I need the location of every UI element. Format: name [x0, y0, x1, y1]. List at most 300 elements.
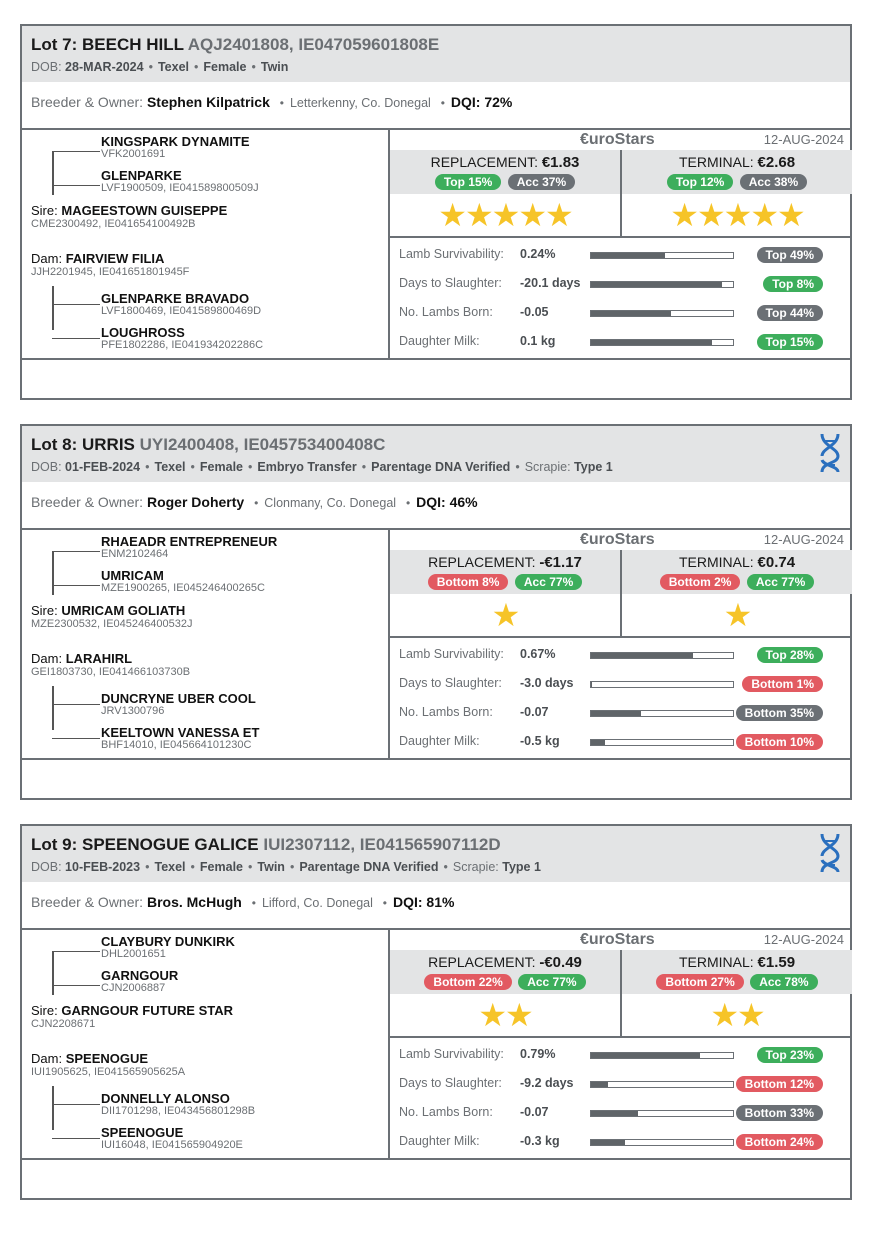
dam-label: Dam: — [31, 651, 63, 666]
card-footer-divider — [22, 758, 850, 760]
sire-sire-id: VFK2001691 — [101, 148, 166, 160]
lot-name: Lot 9: SPEENOGUE GALICE — [31, 835, 259, 854]
trait-value: -0.07 — [520, 705, 549, 719]
meta-item: Parentage DNA Verified — [371, 460, 511, 474]
trait-bar — [590, 652, 734, 659]
sire-dam-name: UMRICAM — [101, 568, 164, 583]
trait-value: -0.05 — [520, 305, 549, 319]
trait-bar — [590, 1052, 734, 1059]
trait-bar-fill — [591, 711, 641, 716]
separator-dot: • — [145, 460, 150, 474]
trait-value: -3.0 days — [520, 676, 574, 690]
sire-sire-name: KINGSPARK DYNAMITE — [101, 134, 250, 149]
dam-dam-name: KEELTOWN VANESSA ET — [101, 725, 260, 740]
eurostars-header — [390, 128, 852, 151]
trait-rank-badge: Top 44% — [757, 305, 823, 321]
star-icon: ★ — [710, 997, 737, 1033]
sire-label: Sire: — [31, 203, 58, 218]
separator-dot: • — [405, 496, 411, 510]
owner-name: Bros. McHugh — [146, 894, 242, 910]
lot-header — [22, 826, 850, 882]
lot-name: Lot 8: URRIS — [31, 435, 135, 454]
trait-rank-badge: Bottom 33% — [736, 1105, 823, 1121]
replacement-value: -€0.49 — [539, 954, 582, 971]
terminal-line — [622, 954, 852, 971]
sire-name — [31, 604, 185, 618]
star-icon: ★ — [491, 597, 519, 633]
trait-label: No. Lambs Born: — [399, 1105, 493, 1119]
terminal-label: TERMINAL: — [678, 554, 754, 570]
pedigree-panel — [22, 928, 390, 1158]
terminal-accuracy-badge: Acc 77% — [747, 574, 814, 590]
sire-sire-id: ENM2102464 — [101, 548, 169, 560]
dam-value: LARAHIRL — [65, 651, 133, 666]
trait-label: Days to Slaughter: — [399, 276, 502, 290]
replacement-star-rating — [390, 194, 620, 236]
sire-value: GARNGOUR FUTURE STAR — [61, 1003, 233, 1018]
terminal-index — [622, 550, 852, 594]
pedigree-line — [52, 738, 100, 739]
replacement-value: €1.83 — [541, 154, 580, 171]
trait-row — [390, 269, 852, 298]
pedigree-line — [52, 151, 54, 195]
trait-rank-badge: Top 28% — [757, 647, 823, 663]
meta-item: Twin — [257, 860, 285, 874]
trait-value: -20.1 days — [520, 276, 581, 290]
terminal-pills — [622, 573, 852, 591]
trait-value: -9.2 days — [520, 1076, 574, 1090]
dam-label: Dam: — [31, 251, 63, 266]
card-footer-divider — [22, 1158, 850, 1160]
dam-sire-name: DONNELLY ALONSO — [101, 1091, 230, 1106]
pedigree-line — [52, 151, 100, 152]
separator-dot: • — [251, 896, 256, 910]
dam-value: SPEENOGUE — [65, 1051, 149, 1066]
pedigree-line — [52, 338, 100, 339]
star-icon: ★ — [518, 197, 546, 233]
separator-dot: • — [289, 860, 295, 874]
dam-sire-name: GLENPARKE BRAVADO — [101, 291, 250, 306]
trait-bar — [590, 1110, 734, 1117]
terminal-pills — [622, 173, 852, 191]
owner-row — [22, 482, 850, 530]
separator-dot: • — [443, 860, 448, 874]
dob-value: 01-FEB-2024 — [65, 460, 141, 474]
sire-value: UMRICAM GOLIATH — [61, 603, 186, 618]
dam-sire-id: JRV1300796 — [101, 705, 165, 717]
terminal-accuracy-badge: Acc 38% — [740, 174, 807, 190]
meta-item: Female — [203, 60, 247, 74]
trait-rank-badge: Top 23% — [757, 1047, 823, 1063]
dob-value: 28-MAR-2024 — [65, 60, 144, 74]
pedigree-line — [52, 951, 100, 952]
replacement-index — [390, 150, 620, 194]
replacement-label: REPLACEMENT: — [428, 554, 536, 570]
trait-bar-fill — [591, 340, 712, 345]
trait-bar — [590, 739, 734, 746]
dam-label: Dam: — [31, 1051, 63, 1066]
owner-name: Roger Doherty — [146, 494, 245, 510]
meta-item: Female — [199, 460, 244, 474]
trait-label: Daughter Milk: — [399, 1134, 480, 1148]
sire-label: Sire: — [31, 603, 58, 618]
trait-value: -0.5 kg — [520, 734, 560, 748]
meta-item: Twin — [260, 60, 289, 74]
pedigree-panel — [22, 128, 390, 358]
pedigree-line — [52, 286, 54, 330]
terminal-index — [622, 150, 852, 194]
replacement-rank-badge: Bottom 22% — [424, 974, 511, 990]
evaluation-date: 12-AUG-2024 — [763, 132, 844, 147]
sire-id: CME2300492, IE041654100492B — [31, 218, 196, 230]
trait-rank-badge: Bottom 1% — [742, 676, 823, 692]
terminal-index — [622, 950, 852, 994]
sire-dam-id: LVF1900509, IE041589800509J — [101, 182, 259, 194]
pedigree-line — [52, 1086, 54, 1130]
trait-bar — [590, 681, 734, 688]
trait-rank-badge: Top 15% — [757, 334, 823, 350]
owner-line — [31, 94, 512, 110]
replacement-pills — [390, 973, 620, 991]
trait-label: Lamb Survivability: — [399, 1047, 504, 1061]
lot-meta — [31, 60, 288, 74]
trait-row — [390, 698, 852, 727]
trait-label: Lamb Survivability: — [399, 247, 504, 261]
replacement-line — [390, 154, 620, 171]
dam-id: IUI1905625, IE041565905625A — [31, 1066, 186, 1078]
trait-rank-badge: Bottom 24% — [736, 1134, 823, 1150]
trait-row — [390, 1098, 852, 1127]
dqi-value: DQI: 72% — [450, 94, 513, 110]
owner-row — [22, 82, 850, 130]
star-icon: ★ — [723, 197, 751, 233]
trait-bar-fill — [591, 1082, 608, 1087]
dqi-value: DQI: 81% — [392, 894, 455, 910]
owner-location: Letterkenny, Co. Donegal — [289, 96, 431, 110]
separator-dot: • — [515, 460, 520, 474]
index-divider — [620, 550, 622, 636]
terminal-star-rating — [622, 594, 852, 636]
dam-sire-id: LVF1800469, IE041589800469D — [101, 305, 262, 317]
separator-dot: • — [145, 860, 150, 874]
card-footer-divider — [22, 358, 850, 360]
replacement-line — [390, 954, 620, 971]
owner-location: Clonmany, Co. Donegal — [264, 496, 397, 510]
sire-id: MZE2300532, IE045246400532J — [31, 618, 193, 630]
terminal-value: €0.74 — [757, 554, 796, 571]
separator-dot: • — [279, 96, 284, 110]
star-icon: ★ — [505, 997, 532, 1033]
replacement-value: -€1.17 — [539, 554, 582, 571]
dam-dam-name: SPEENOGUE — [101, 1125, 184, 1140]
pedigree-line — [52, 951, 54, 995]
dam-name — [31, 652, 132, 666]
separator-dot: • — [248, 460, 253, 474]
trait-bar-fill — [591, 282, 722, 287]
terminal-value: €1.59 — [757, 954, 796, 971]
trait-bar — [590, 252, 734, 259]
separator-dot: • — [248, 860, 253, 874]
terminal-rank-badge: Bottom 2% — [660, 574, 741, 590]
pedigree-panel — [22, 528, 390, 758]
evaluation-date: 12-AUG-2024 — [763, 532, 844, 547]
owner-label: Breeder & Owner: — [31, 894, 144, 910]
separator-dot: • — [254, 496, 259, 510]
separator-dot: • — [251, 60, 256, 74]
eurostars-panel — [390, 528, 852, 758]
sire-name — [31, 204, 227, 218]
trait-bar-fill — [591, 253, 665, 258]
owner-line — [31, 494, 478, 510]
dam-value: FAIRVIEW FILIA — [65, 251, 165, 266]
star-icon: ★ — [545, 197, 572, 233]
trait-rank-badge: Bottom 10% — [736, 734, 823, 750]
eurostars-header — [390, 928, 852, 951]
trait-bar-fill — [591, 740, 605, 745]
trait-value: 0.24% — [520, 247, 556, 261]
sire-dam-id: CJN2006887 — [101, 982, 166, 994]
trait-label: Daughter Milk: — [399, 734, 480, 748]
trait-bar — [590, 1139, 734, 1146]
replacement-line — [390, 554, 620, 571]
trait-label: No. Lambs Born: — [399, 305, 493, 319]
meta-item: Female — [199, 860, 244, 874]
sire-sire-id: DHL2001651 — [101, 948, 166, 960]
star-icon: ★ — [491, 197, 519, 233]
dna-icon — [818, 832, 842, 874]
terminal-label: TERMINAL: — [678, 154, 754, 170]
dob-label: DOB: — [31, 60, 62, 74]
owner-label: Breeder & Owner: — [31, 494, 144, 510]
dam-id: JJH2201945, IE041651801945F — [31, 266, 190, 278]
eurostars-panel — [390, 128, 852, 358]
dam-dam-id: PFE1802286, IE041934202286C — [101, 339, 264, 351]
eurostars-header — [390, 528, 852, 551]
trait-row — [390, 640, 852, 669]
owner-location: Lifford, Co. Donegal — [261, 896, 373, 910]
pedigree-line — [52, 304, 100, 305]
trait-rank-badge: Bottom 12% — [736, 1076, 823, 1092]
dob-label: DOB: — [31, 860, 62, 874]
trait-row — [390, 240, 852, 269]
sire-dam-name: GLENPARKE — [101, 168, 182, 183]
star-icon: ★ — [438, 197, 465, 233]
lot-header — [22, 26, 850, 82]
trait-bar-fill — [591, 682, 592, 687]
sire-dam-id: MZE1900265, IE045246400265C — [101, 582, 265, 594]
trait-row — [390, 1040, 852, 1069]
pedigree-line — [52, 551, 54, 595]
trait-bar-fill — [591, 1140, 625, 1145]
terminal-rank-badge: Top 12% — [667, 174, 733, 190]
lot-card — [20, 824, 852, 1200]
trait-rank-badge: Top 49% — [757, 247, 823, 263]
scrapie-label: Scrapie: — [452, 860, 499, 874]
sire-label: Sire: — [31, 1003, 58, 1018]
terminal-star-rating — [622, 194, 852, 236]
owner-line — [31, 894, 454, 910]
sire-sire-name: CLAYBURY DUNKIRK — [101, 934, 235, 949]
replacement-accuracy-badge: Acc 77% — [518, 974, 585, 990]
trait-bar — [590, 281, 734, 288]
separator-dot: • — [194, 60, 199, 74]
traits-divider — [390, 636, 852, 638]
trait-value: -0.3 kg — [520, 1134, 560, 1148]
owner-row — [22, 882, 850, 930]
star-icon: ★ — [696, 197, 724, 233]
sire-id: CJN2208671 — [31, 1018, 96, 1030]
trait-value: 0.79% — [520, 1047, 556, 1061]
terminal-star-rating — [622, 994, 852, 1036]
trait-value: 0.1 kg — [520, 334, 556, 348]
replacement-index — [390, 950, 620, 994]
lot-title — [31, 435, 385, 455]
replacement-label: REPLACEMENT: — [430, 154, 538, 170]
dqi-value: DQI: 46% — [416, 494, 478, 510]
meta-item: Texel — [157, 60, 189, 74]
pedigree-line — [52, 985, 100, 986]
trait-bar — [590, 310, 734, 317]
separator-dot: • — [440, 96, 445, 110]
traits-divider — [390, 236, 852, 238]
trait-bar-fill — [591, 653, 693, 658]
trait-rank-badge: Bottom 35% — [736, 705, 823, 721]
trait-bar-fill — [591, 1053, 700, 1058]
trait-label: No. Lambs Born: — [399, 705, 493, 719]
replacement-rank-badge: Top 15% — [435, 174, 501, 190]
trait-label: Days to Slaughter: — [399, 1076, 502, 1090]
separator-dot: • — [361, 460, 367, 474]
dam-id: GEI1803730, IE041466103730B — [31, 666, 191, 678]
star-icon: ★ — [670, 197, 697, 233]
scrapie-label: Scrapie: — [524, 460, 571, 474]
replacement-label: REPLACEMENT: — [428, 954, 536, 970]
lot-card — [20, 24, 852, 400]
replacement-index — [390, 550, 620, 594]
separator-dot: • — [190, 460, 195, 474]
trait-value: 0.67% — [520, 647, 556, 661]
trait-bar — [590, 339, 734, 346]
trait-bar — [590, 1081, 734, 1088]
pedigree-line — [52, 1104, 100, 1105]
eurostars-logo: €uroStars — [580, 931, 655, 948]
separator-dot: • — [190, 860, 195, 874]
separator-dot: • — [148, 60, 153, 74]
owner-name: Stephen Kilpatrick — [146, 94, 270, 110]
trait-row — [390, 1127, 852, 1156]
dam-sire-name: DUNCRYNE UBER COOL — [101, 691, 256, 706]
replacement-pills — [390, 573, 620, 591]
trait-bar — [590, 710, 734, 717]
trait-row — [390, 327, 852, 356]
eurostars-logo: €uroStars — [580, 531, 655, 548]
sire-name — [31, 1004, 233, 1018]
trait-label: Daughter Milk: — [399, 334, 480, 348]
pedigree-line — [52, 551, 100, 552]
replacement-rank-badge: Bottom 8% — [428, 574, 509, 590]
pedigree-line — [52, 185, 100, 186]
owner-label: Breeder & Owner: — [31, 94, 144, 110]
dam-name — [31, 1052, 148, 1066]
trait-label: Days to Slaughter: — [399, 676, 502, 690]
terminal-value: €2.68 — [757, 154, 796, 171]
dam-name — [31, 252, 164, 266]
dam-sire-id: DII1701298, IE043456801298B — [101, 1105, 256, 1117]
lot-ids: AQJ2401808, IE047059601808E — [187, 35, 440, 54]
trait-row — [390, 669, 852, 698]
lot-ids: UYI2400408, IE045753400408C — [139, 435, 386, 454]
dob-value: 10-FEB-2023 — [65, 860, 141, 874]
lot-header — [22, 426, 850, 482]
trait-bar-fill — [591, 311, 671, 316]
scrapie-value: Type 1 — [574, 460, 613, 474]
terminal-accuracy-badge: Acc 78% — [750, 974, 817, 990]
trait-label: Lamb Survivability: — [399, 647, 504, 661]
meta-item: Texel — [154, 460, 186, 474]
star-icon: ★ — [478, 997, 505, 1033]
replacement-star-rating — [390, 994, 620, 1036]
terminal-pills — [622, 973, 852, 991]
star-icon: ★ — [750, 197, 778, 233]
lot-title — [31, 835, 501, 855]
eurostars-panel — [390, 928, 852, 1158]
meta-item: Parentage DNA Verified — [299, 860, 439, 874]
dam-dam-id: BHF14010, IE045664101230C — [101, 739, 252, 751]
sire-value: MAGEESTOWN GUISEPPE — [61, 203, 228, 218]
sire-sire-name: RHAEADR ENTREPRENEUR — [101, 534, 278, 549]
lot-name: Lot 7: BEECH HILL — [31, 35, 184, 54]
separator-dot: • — [382, 896, 387, 910]
star-icon: ★ — [737, 997, 764, 1033]
sire-dam-name: GARNGOUR — [101, 968, 179, 983]
replacement-accuracy-badge: Acc 77% — [515, 574, 582, 590]
star-icon: ★ — [464, 197, 492, 233]
terminal-rank-badge: Bottom 27% — [656, 974, 743, 990]
trait-bar-fill — [591, 1111, 638, 1116]
pedigree-line — [52, 585, 100, 586]
pedigree-line — [52, 704, 100, 705]
trait-value: -0.07 — [520, 1105, 549, 1119]
dna-icon — [818, 432, 842, 474]
trait-row — [390, 727, 852, 756]
index-divider — [620, 150, 622, 236]
lot-title — [31, 35, 439, 55]
traits-divider — [390, 1036, 852, 1038]
star-icon: ★ — [723, 597, 751, 633]
trait-rank-badge: Top 8% — [763, 276, 823, 292]
evaluation-date: 12-AUG-2024 — [763, 932, 844, 947]
trait-row — [390, 298, 852, 327]
terminal-label: TERMINAL: — [678, 954, 754, 970]
meta-item: Texel — [154, 860, 186, 874]
pedigree-line — [52, 686, 54, 730]
dam-dam-name: LOUGHROSS — [101, 325, 185, 340]
dob-label: DOB: — [31, 460, 62, 474]
index-divider — [620, 950, 622, 1036]
replacement-pills — [390, 173, 620, 191]
trait-row — [390, 1069, 852, 1098]
scrapie-value: Type 1 — [502, 860, 541, 874]
lot-meta — [31, 460, 613, 474]
lot-ids: IUI2307112, IE041565907112D — [263, 835, 501, 854]
lot-meta — [31, 860, 541, 874]
pedigree-line — [52, 1138, 100, 1139]
lot-card — [20, 424, 852, 800]
star-icon: ★ — [777, 197, 804, 233]
dam-dam-id: IUI16048, IE041565904920E — [101, 1139, 243, 1151]
terminal-line — [622, 554, 852, 571]
replacement-star-rating — [390, 594, 620, 636]
